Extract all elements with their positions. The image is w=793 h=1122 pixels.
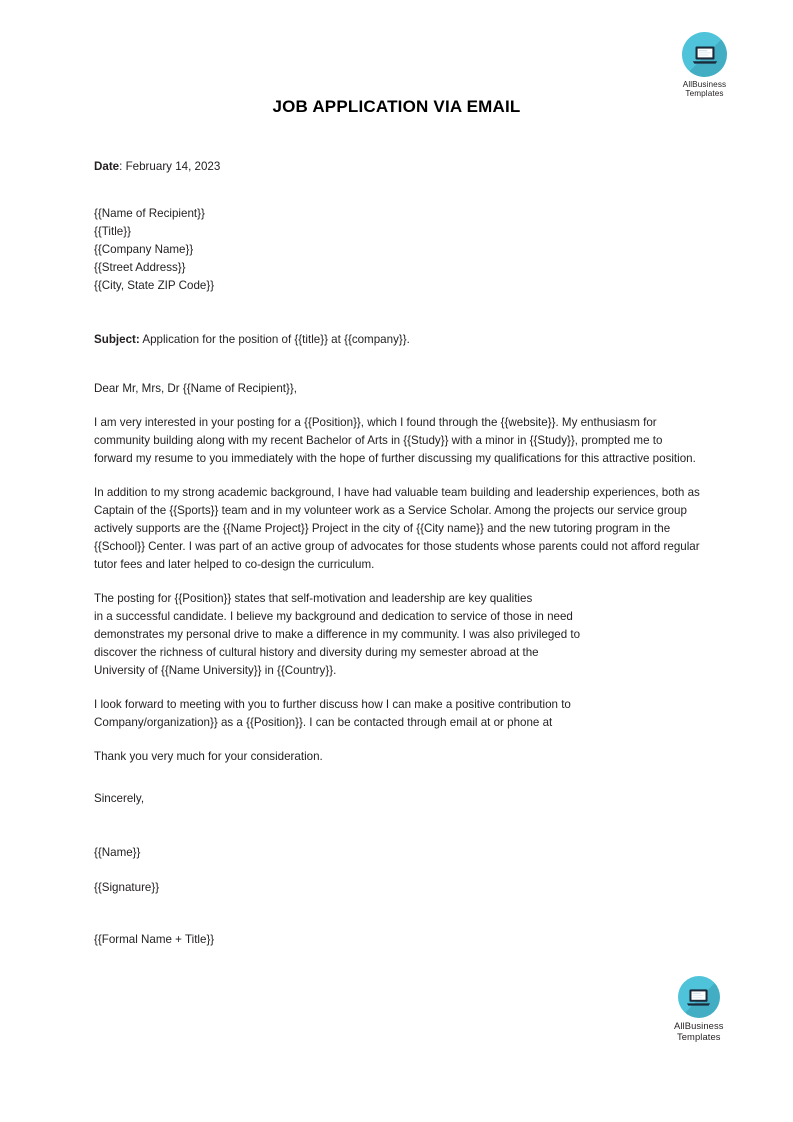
body-paragraph-2: In addition to my strong academic background, I have had valuable team building and leadership experiences, both as Captain of the {{Sports}} team and in my volunteer work as a Service Scholar. Among the projects our service group actively supports are the {{Name Project}} Project in the city of {{City name}} and the new tutoring program in the {{School}} Center. I was part of an active group of advocates for those students whose parents could not afford regular tutor fees and later helped to co-design the curriculum. [94,486,700,571]
brand-name [683,80,726,98]
page-title: JOB APPLICATION VIA EMAIL [272,97,521,116]
paragraph-line: Company/organization}} as a {{Position}}. I can be contacted through email at or phone at [94,716,553,729]
brand-name-line-2: Templates [685,89,724,99]
paragraph-line: I look forward to meeting with you to further discuss how I can make a positive contribution to [94,698,571,711]
closing-line: Sincerely, [94,792,145,805]
spacer [94,176,702,205]
spacer [94,468,702,484]
spacer [94,897,702,931]
subject-value: Application for the position of {{title}} at {{company}}. [139,333,410,346]
spacer [94,349,702,380]
spacer [94,574,702,590]
spacer [94,295,702,331]
date-value: : February 14, 2023 [119,160,221,173]
body-paragraph-3 [94,590,702,680]
recipient-address-block [94,205,702,295]
recipient-line: {{Company Name}} [94,243,194,256]
recipient-line: {{Title}} [94,225,131,238]
signature-placeholder: {{Signature}} [94,881,160,894]
paragraph-line: The posting for {{Position}} states that self-motivation and leadership are key qualities [94,592,533,605]
allbusiness-templates-logo-footer [674,976,724,1042]
paragraph-line: demonstrates my personal drive to make a difference in my community. I was also privileged to [94,628,581,641]
paragraph-line: in a successful candidate. I believe my background and dedication to service of those in need [94,610,573,623]
laptop-icon [682,32,727,77]
laptop-icon [678,976,720,1018]
subject-line [94,331,702,349]
greeting: Dear Mr, Mrs, Dr {{Name of Recipient}}, [94,382,297,395]
formal-name-title: {{Formal Name + Title}} [94,933,215,946]
spacer [94,398,702,414]
thanks-line: Thank you very much for your consideration. [94,750,323,763]
recipient-line: {{City, State ZIP Code}} [94,279,215,292]
spacer [94,862,702,879]
signer-name: {{Name}} [94,846,141,859]
paragraph-line: University of {{Name University}} in {{Country}}. [94,664,337,677]
subject-label: Subject: [94,333,140,346]
date-line [94,158,702,176]
spacer [94,808,702,844]
date-label: Date [94,160,120,173]
spacer [94,766,702,790]
body-paragraph-1: I am very interested in your posting for a {{Position}}, which I found through the {{website}}. My enthusiasm for community building along with my recent Bachelor of Arts in {{Study}} with a minor in {{Study}}, prompted me to forward my resume to you immediately with the hope of further discussing my qualifications for this attractive position. [94,416,696,465]
brand-name-line-2: Templates [676,1030,721,1042]
allbusiness-templates-logo-header [682,32,727,98]
spacer [94,732,702,748]
body-paragraph-4 [94,696,702,732]
recipient-line: {{Street Address}} [94,261,186,274]
spacer [94,680,702,696]
letter-body [94,158,702,949]
brand-name [674,1021,724,1042]
recipient-line: {{Name of Recipient}} [94,207,205,220]
paragraph-line: discover the richness of cultural history and diversity during my semester abroad at the [94,646,539,659]
brand-name-line-1: AllBusiness [682,80,727,89]
brand-name-line-1: AllBusiness [674,1020,724,1031]
